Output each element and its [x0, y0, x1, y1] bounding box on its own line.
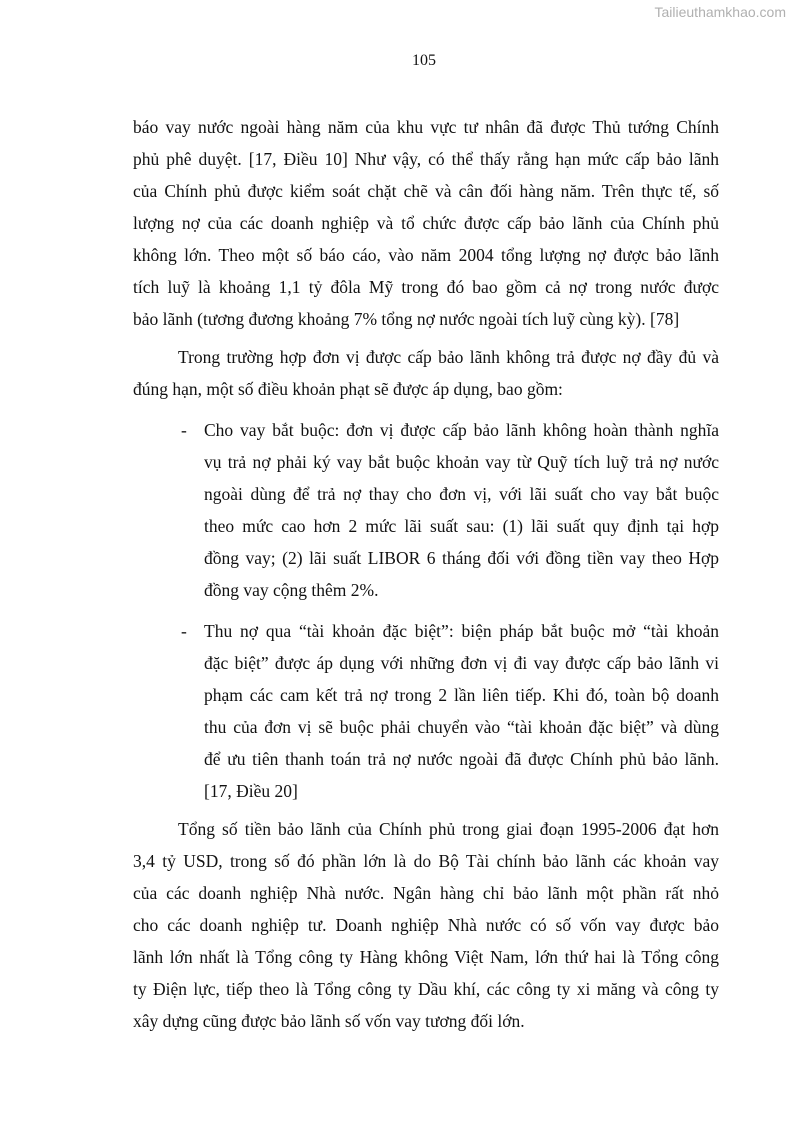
text-line: đúng hạn, một số điều khoản phạt sẽ được áp dụng, bao gồm:	[133, 379, 563, 399]
text-line: ty Điện lực, tiếp theo là Tổng công ty Dầu khí, các công ty xi măng và công ty	[133, 979, 719, 999]
text-line: Tổng số tiền bảo lãnh của Chính phủ trong giai đoạn 1995-2006 đạt hơn	[178, 819, 719, 839]
text-line: 3,4 tỷ USD, trong số đó phần lớn là do Bộ Tài chính bảo lãnh các khoản vay	[133, 851, 719, 871]
text-line: Trong trường hợp đơn vị được cấp bảo lãnh không trả được nợ đầy đủ và	[178, 347, 719, 367]
text-line: ngoài dùng để trả nợ thay cho đơn vị, với lãi suất cho vay bắt buộc	[204, 484, 719, 504]
bullet-dash: -	[181, 621, 187, 641]
text-line: đồng vay; (2) lãi suất LIBOR 6 tháng đối với đồng tiền vay theo Hợp	[204, 548, 719, 568]
watermark: Tailieuthamkhao.com	[654, 4, 786, 20]
bullet-item	[133, 615, 719, 807]
text-line: tích luỹ là khoảng 1,1 tỷ đôla Mỹ trong đó bao gồm cả nợ trong nước được	[133, 277, 719, 297]
text-line: theo mức cao hơn 2 mức lãi suất sau: (1) lãi suất quy định tại hợp	[204, 516, 719, 536]
text-line: lãnh lớn nhất là Tổng công ty Hàng không Việt Nam, lớn thứ hai là Tổng công	[133, 947, 719, 967]
paragraph	[133, 111, 719, 335]
text-line: báo vay nước ngoài hàng năm của khu vực tư nhân đã được Thủ tướng Chính	[133, 117, 719, 137]
text-line: đồng vay cộng thêm 2%.	[204, 580, 379, 600]
text-line: không lớn. Theo một số báo cáo, vào năm 2004 tổng lượng nợ được bảo lãnh	[133, 245, 719, 265]
text-line: xây dựng cũng được bảo lãnh số vốn vay tương đối lớn.	[133, 1011, 525, 1031]
paragraph	[133, 341, 719, 405]
text-line: bảo lãnh (tương đương khoảng 7% tổng nợ nước ngoài tích luỹ cùng kỳ). [78]	[133, 309, 680, 329]
text-line: đặc biệt” được áp dụng với những đơn vị đi vay được cấp bảo lãnh vi	[204, 653, 719, 673]
bullet-item	[133, 414, 719, 606]
text-line: vụ trả nợ phải ký vay bắt buộc khoản vay từ Quỹ tích luỹ trả nợ nước	[204, 452, 719, 472]
paragraph	[133, 813, 719, 1037]
document-body	[133, 111, 719, 1037]
text-line: Thu nợ qua “tài khoản đặc biệt”: biện pháp bắt buộc mở “tài khoản	[204, 621, 719, 641]
text-line: cho các doanh nghiệp tư. Doanh nghiệp Nhà nước có số vốn vay được bảo	[133, 915, 719, 935]
page-number: 105	[412, 52, 436, 69]
text-line: của Chính phủ được kiểm soát chặt chẽ và cân đối hàng năm. Trên thực tế, số	[133, 181, 719, 201]
text-line: lượng nợ của các doanh nghiệp và tổ chức được cấp bảo lãnh của Chính phủ	[133, 213, 719, 233]
text-line: của các doanh nghiệp Nhà nước. Ngân hàng chỉ bảo lãnh một phần rất nhỏ	[133, 883, 719, 903]
text-line: để ưu tiên thanh toán trả nợ nước ngoài đã được Chính phủ bảo lãnh.	[204, 749, 719, 769]
text-line: Cho vay bắt buộc: đơn vị được cấp bảo lãnh không hoàn thành nghĩa	[204, 420, 719, 440]
text-line: phủ phê duyệt. [17, Điều 10] Như vậy, có thể thấy rằng hạn mức cấp bảo lãnh	[133, 149, 719, 169]
bullet-dash: -	[181, 420, 187, 440]
text-line: thu của đơn vị sẽ buộc phải chuyển vào “tài khoản đặc biệt” và dùng	[204, 717, 719, 737]
text-line: phạm các cam kết trả nợ trong 2 lần liên tiếp. Khi đó, toàn bộ doanh	[204, 685, 719, 705]
text-line: [17, Điều 20]	[204, 781, 298, 801]
